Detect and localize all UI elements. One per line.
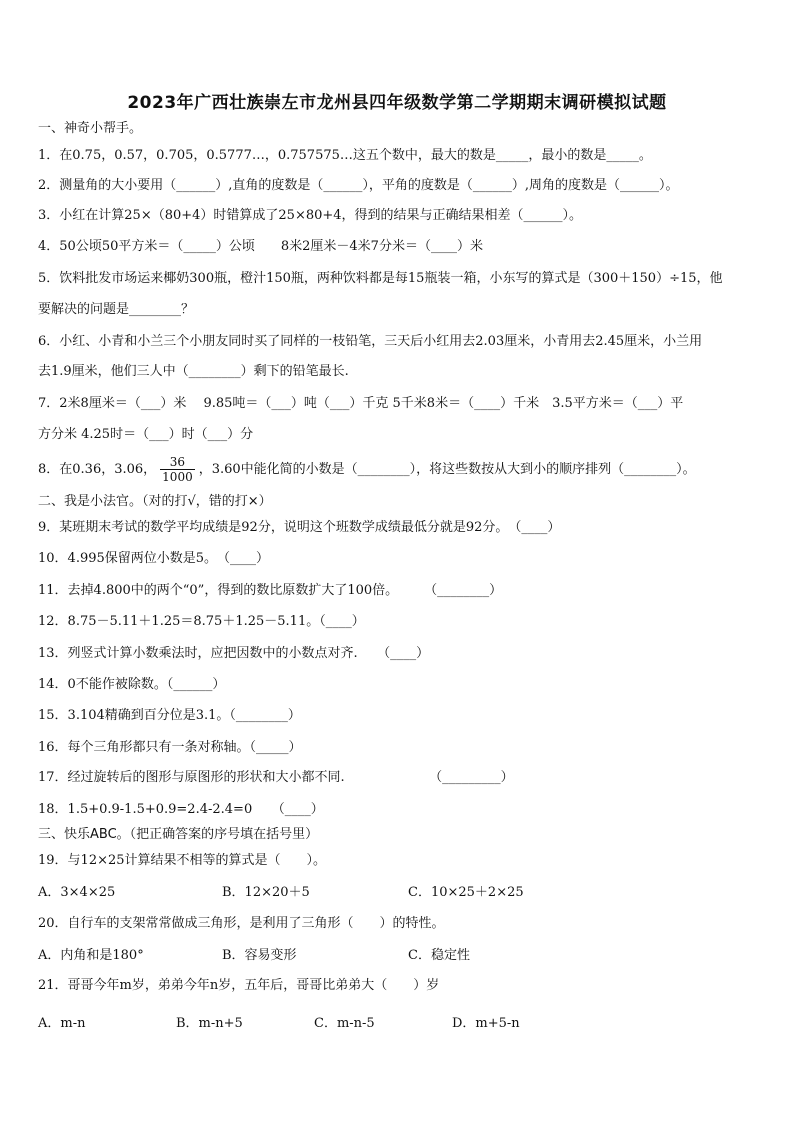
section-heading-3: 三、快乐ABC。（把正确答案的序号填在括号里） [38, 827, 319, 842]
q19-option-b: B．12×20＋5 [222, 885, 310, 900]
question-1: 1．在0.75，0.57，0.705，0.5777…，0.757575…这五个数中，最大的数是_____，最小的数是_____。 [38, 148, 652, 163]
question-8-prefix: 8．在0.36，3.06， [38, 462, 157, 477]
question-13: 13．列竖式计算小数乘法时，应把因数中的小数点对齐. （____） [38, 646, 430, 661]
q20-option-b: B．容易变形 [222, 948, 297, 963]
question-14: 14．0不能作被除数。（______） [38, 677, 226, 692]
question-5-line-1: 5．饮料批发市场运来椰奶300瓶，橙汁150瓶，两种饮料都是每15瓶装一箱，小东写的算式是（300＋150）÷15，他 [38, 271, 723, 286]
question-7-line-2: 方分米 4.25时＝（___）时（___）分 [38, 427, 254, 442]
question-19: 19．与12×25计算结果不相等的算式是（ ）。 [38, 853, 327, 868]
q19-option-c: C．10×25＋2×25 [408, 885, 524, 900]
exam-title: 2023年广西壮族崇左市龙州县四年级数学第二学期期末调研模拟试题 [127, 93, 667, 113]
question-18: 18．1.5+0.9-1.5+0.9=2.4-2.4=0 （____） [38, 802, 324, 817]
section-heading-2: 二、我是小法官。（对的打√，错的打×） [38, 494, 272, 509]
question-20: 20．自行车的支架常常做成三角形，是利用了三角形（ ）的特性。 [38, 916, 445, 931]
q19-option-a: A．3×4×25 [38, 885, 116, 900]
question-4: 4．50公顷50平方米＝（_____）公顷 8米2厘米－4米7分米＝（____）米 [38, 239, 483, 254]
question-2: 2．测量角的大小要用（______）,直角的度数是（______），平角的度数是（______）,周角的度数是（______）。 [38, 178, 679, 193]
question-3: 3．小红在计算25×（80+4）时错算成了25×80+4，得到的结果与正确结果相差（______）。 [38, 208, 583, 223]
q21-option-d: D．m+5-n [452, 1016, 520, 1031]
question-11: 11．去掉4.800中的两个“0”，得到的数比原数扩大了100倍。 （________） [38, 583, 503, 598]
q21-option-a: A．m-n [38, 1016, 86, 1031]
q21-option-c: C．m-n-5 [314, 1016, 375, 1031]
section-heading-1: 一、神奇小帮手。 [38, 121, 143, 136]
fraction [160, 455, 195, 484]
question-17: 17．经过旋转后的图形与原图形的形状和大小都不同. （_________） [38, 770, 514, 785]
question-5-line-2: 要解决的问题是________？ [38, 302, 195, 317]
question-9: 9．某班期末考试的数学平均成绩是92分，说明这个班数学成绩最低分就是92分。 （____） [38, 520, 561, 535]
q21-option-b: B．m-n+5 [176, 1016, 243, 1031]
question-7-line-1: 7．2米8厘米＝（___）米 9.85吨＝（___）吨（___）千克 5千米8米＝（____）千米 3.5平方米＝（___）平 [38, 396, 684, 411]
question-6-line-2: 去1.9厘米，他们三人中（________）剩下的铅笔最长. [38, 364, 349, 379]
q20-option-c: C．稳定性 [408, 948, 470, 963]
question-21: 21．哥哥今年m岁，弟弟今年n岁，五年后，哥哥比弟弟大（ ）岁 [38, 978, 440, 993]
question-6-line-1: 6．小红、小青和小兰三个小朋友同时买了同样的一枝铅笔，三天后小红用去2.03厘米，小青用去2.45厘米，小兰用 [38, 334, 703, 349]
question-12: 12．8.75－5.11＋1.25＝8.75＋1.25－5.11。（____） [38, 614, 365, 629]
question-15: 15．3.104精确到百分位是3.1。（________） [38, 708, 301, 723]
question-16: 16．每个三角形都只有一条对称轴。（_____） [38, 740, 302, 755]
fraction-numerator: 36 [160, 455, 195, 470]
question-10: 10．4.995保留两位小数是5。 （____） [38, 551, 270, 566]
fraction-denominator: 1000 [162, 470, 193, 484]
q20-option-a: A．内角和是180° [38, 948, 144, 963]
question-8 [38, 454, 763, 486]
question-8-suffix: ，3.60中能化简的小数是（________），将这些数按从大到小的顺序排列（________）。 [198, 462, 696, 477]
